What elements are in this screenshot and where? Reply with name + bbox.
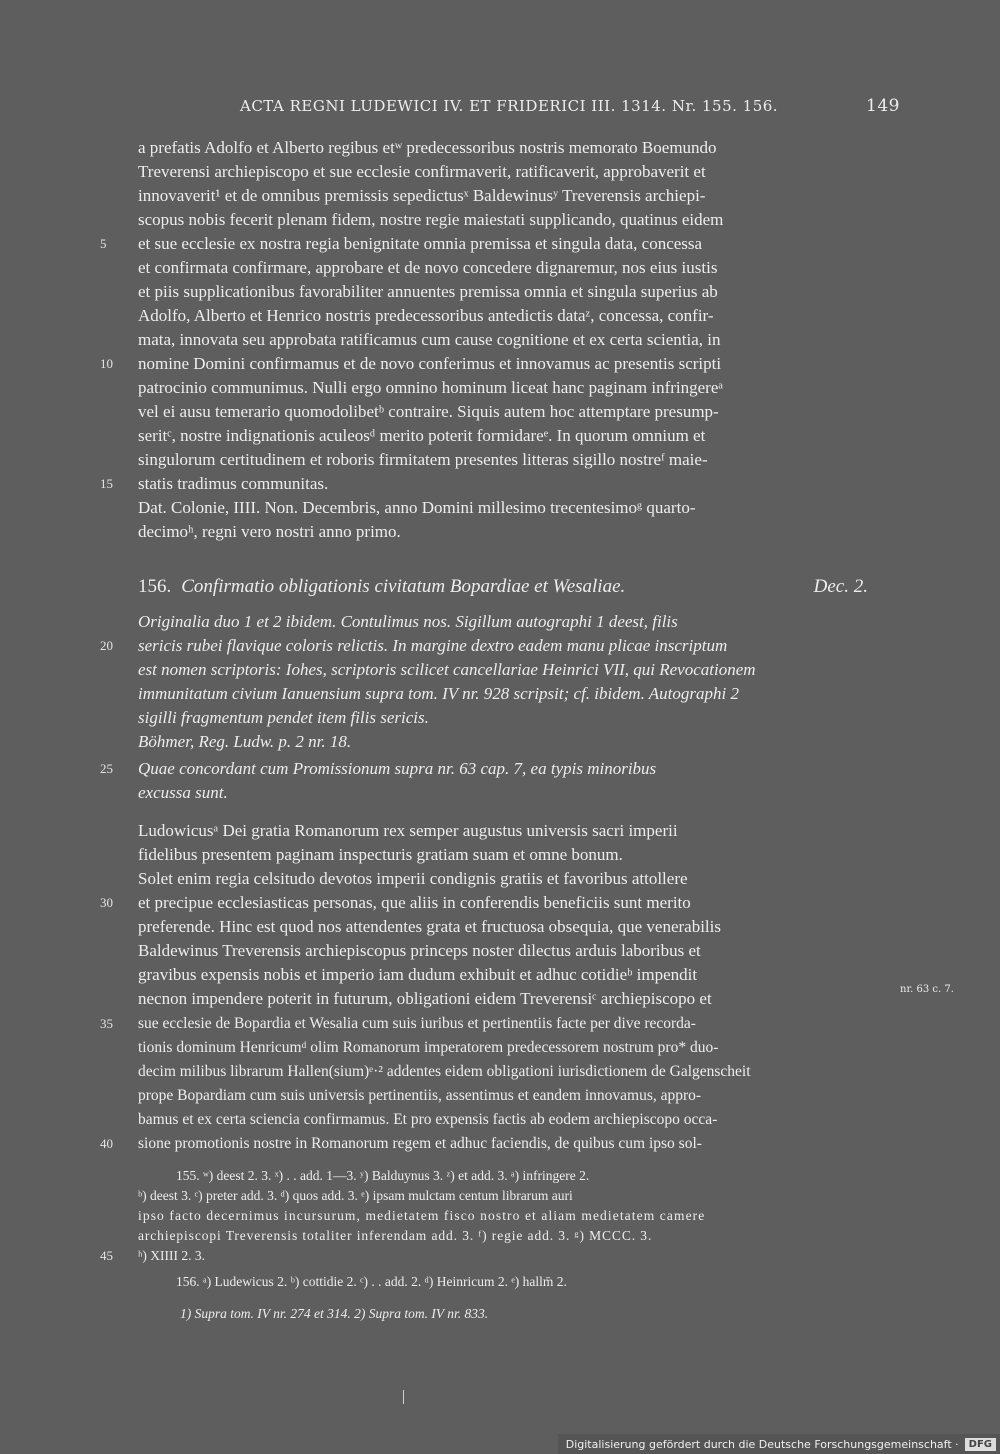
text-line: et precipue ecclesiasticas personas, que aliis in conferendis beneficiis sunt merito [138,893,691,912]
page-mark [403,1390,404,1404]
body-line: scopus nobis fecerit plenam fidem, nostre regie maiestati supplicando, quatinus eidem [138,210,724,229]
body-line: seritᶜ, nostre indignationis aculeosᵈ merito poterit formidareᵉ. In quorum omnium et [138,426,706,445]
body-line: vel ei ausu temerario quomodolibetᵇ contraire. Siquis autem hoc attemptare presump- [138,402,719,421]
footnote-155-line: ᵇ) deest 3. ᶜ) preter add. 3. ᵈ) quos add. 3. ᵉ) ipsam mulctam centum librarum auri [138,1188,573,1203]
text-line: Ludowicusᵃ Dei gratia Romanorum rex semper augustus universis sacri imperii [138,821,678,840]
small-type-line: sue ecclesie de Bopardia et Wesalia cum suis iuribus et pertinentiis facte per dive recorda- [138,1015,696,1032]
line-number: 5 [100,236,107,251]
line-number: 40 [100,1136,113,1151]
text-line: preferende. Hinc est quod nos attendentes grata et fructuosa obsequia, que venerabilis [138,917,721,936]
body-line: statis tradimus communitas. [138,474,329,493]
footer-text: Digitalisierung gefördert durch die Deutsche Forschungsgemeinschaft · [565,1437,959,1451]
intro-line: sericis rubei flavique coloris relictis. In margine dextro eadem manu plicae inscriptum [138,636,728,655]
footnote-155-line: archiepiscopi Treverensis totaliter inferendam add. 3. ᶠ) regie add. 3. ᵍ) MCCC. 3. [138,1228,653,1243]
running-title: ACTA REGNI LUDEWICI IV. ET FRIDERICI III. 1314. Nr. 155. 156. [240,97,779,115]
line-number: 35 [100,1016,113,1031]
small-type-line: sione promotionis nostre in Romanorum regem et adhuc faciendis, de quibus cum ipso sol- [138,1135,702,1152]
body-line: a prefatis Adolfo et Alberto regibus etʷ predecessoribus nostris memorato Boemundo [138,138,717,157]
body-line: Adolfo, Alberto et Henrico nostris predecessoribus antedictis dataᶻ, concessa, confir- [138,306,714,325]
document-title: Confirmatio obligationis civitatum Bopardiae et Wesaliae. [181,576,626,597]
digitization-footer [558,1434,1000,1454]
footnote-155-line: ʰ) XIIII 2. 3. [138,1248,205,1263]
document-date: Dec. 2. [813,576,868,597]
line-number: 15 [100,476,113,491]
body-line: nomine Domini confirmamus et de novo conferimus et innovamus ac presentis scripti [138,354,722,373]
intro-line: immunitatum civium Ianuensium supra tom. IV nr. 928 scripsit; cf. ibidem. Autographi 2 [138,684,739,703]
intro-line: Böhmer, Reg. Ludw. p. 2 nr. 18. [138,732,352,751]
body-line: patrocinio communimus. Nulli ergo omnino hominum liceat hanc paginam infringereᵃ [138,378,724,397]
small-type-line: prope Bopardiam cum suis universis pertinentiis, assentimus et eandem innovamus, appro- [138,1087,702,1104]
intro-line: excussa sunt. [138,783,228,802]
text-line: Baldewinus Treverensis archiepiscopus princeps noster dilectus arduis laboribus et [138,941,701,960]
line-number: 25 [100,761,113,776]
body-line: mata, innovata seu approbata ratificamus cum cause cognitione et ex certa scientia, in [138,330,721,349]
dfg-logo: DFG [965,1438,996,1451]
intro-line: est nomen scriptoris: Iohes, scriptoris scilicet cancellariae Heinrici VII, qui Revocationem [138,660,756,679]
footnote-155-line: 155. ʷ) deest 2. 3. ˣ) . . add. 1—3. ʸ) Balduynus 3. ᶻ) et add. 3. ᵃ) infringere 2. [176,1168,590,1183]
small-type-line: bamus et ex certa sciencia confirmamus. Et pro expensis factis ab eodem archiepiscopo occa- [138,1111,718,1128]
text-line: necnon impendere poterit in futurum, obligationi eidem Treverensiᶜ archiepiscopo et [138,989,712,1008]
intro-line: Quae concordant cum Promissionum supra nr. 63 cap. 7, ea typis minoribus [138,759,657,778]
text-line: gravibus expensis nobis et imperio iam dudum exhibuit et adhuc cotidieᵇ impendit [138,965,698,984]
general-footnotes: 1) Supra tom. IV nr. 274 et 314. 2) Supra tom. IV nr. 833. [180,1306,489,1321]
line-number: 30 [100,895,113,910]
body-line: et sue ecclesie ex nostra regia benignitate omnia premissa et singula data, concessa [138,234,703,253]
body-line: et confirmata confirmare, approbare et de novo concedere dignaremur, nos eius iustis [138,258,718,277]
small-type-line: tionis dominum Henricumᵈ olim Romanorum imperatorem predecessorem nostrum pro* duo- [138,1039,719,1056]
body-line: decimoʰ, regni vero nostri anno primo. [138,522,401,541]
document-number: 156. [138,576,172,597]
intro-line: sigilli fragmentum pendet item filis sericis. [138,708,429,727]
body-line: singulorum certitudinem et roboris firmitatem presentes litteras sigillo nostreᶠ maie- [138,450,708,469]
footnote-156-line: 156. ᵃ) Ludewicus 2. ᵇ) cottidie 2. ᶜ) . . add. 2. ᵈ) Heinricum 2. ᵉ) hallm̄ 2. [176,1274,567,1289]
line-number: 20 [100,638,113,653]
body-line: et piis supplicationibus favorabiliter annuentes premissa omnia et singula superius ab [138,282,718,301]
document-heading [138,575,898,599]
running-header [240,96,900,116]
body-line: Treverensi archiepiscopo et sue ecclesie confirmaverit, ratificaverit, approbaverit et [138,162,706,181]
intro-line: Originalia duo 1 et 2 ibidem. Contulimus nos. Sigillum autographi 1 deest, filis [138,612,678,631]
text-line: Solet enim regia celsitudo devotos imperii condignis gratiis et favoribus attollere [138,869,688,888]
line-number: 10 [100,356,113,371]
page-number: 149 [866,96,900,116]
margin-reference: nr. 63 c. 7. [900,984,954,995]
small-type-line: decim milibus librarum Hallen(sium)ᵉ·² addentes eidem obligationi iurisdictionem de Galgenscheit [138,1063,751,1080]
line-number: 45 [100,1248,113,1263]
body-line: Dat. Colonie, IIII. Non. Decembris, anno Domini millesimo trecentesimoᵍ quarto- [138,498,696,517]
text-line: fidelibus presentem paginam inspecturis gratiam suam et omne bonum. [138,845,623,864]
footnote-155-line: ipso facto decernimus incursurum, medietatem fisco nostro et aliam medietatem camere [138,1208,706,1223]
body-line: innovaverit¹ et de omnibus premissis sepedictusˣ Baldewinusʸ Treverensis archiepi- [138,186,706,205]
